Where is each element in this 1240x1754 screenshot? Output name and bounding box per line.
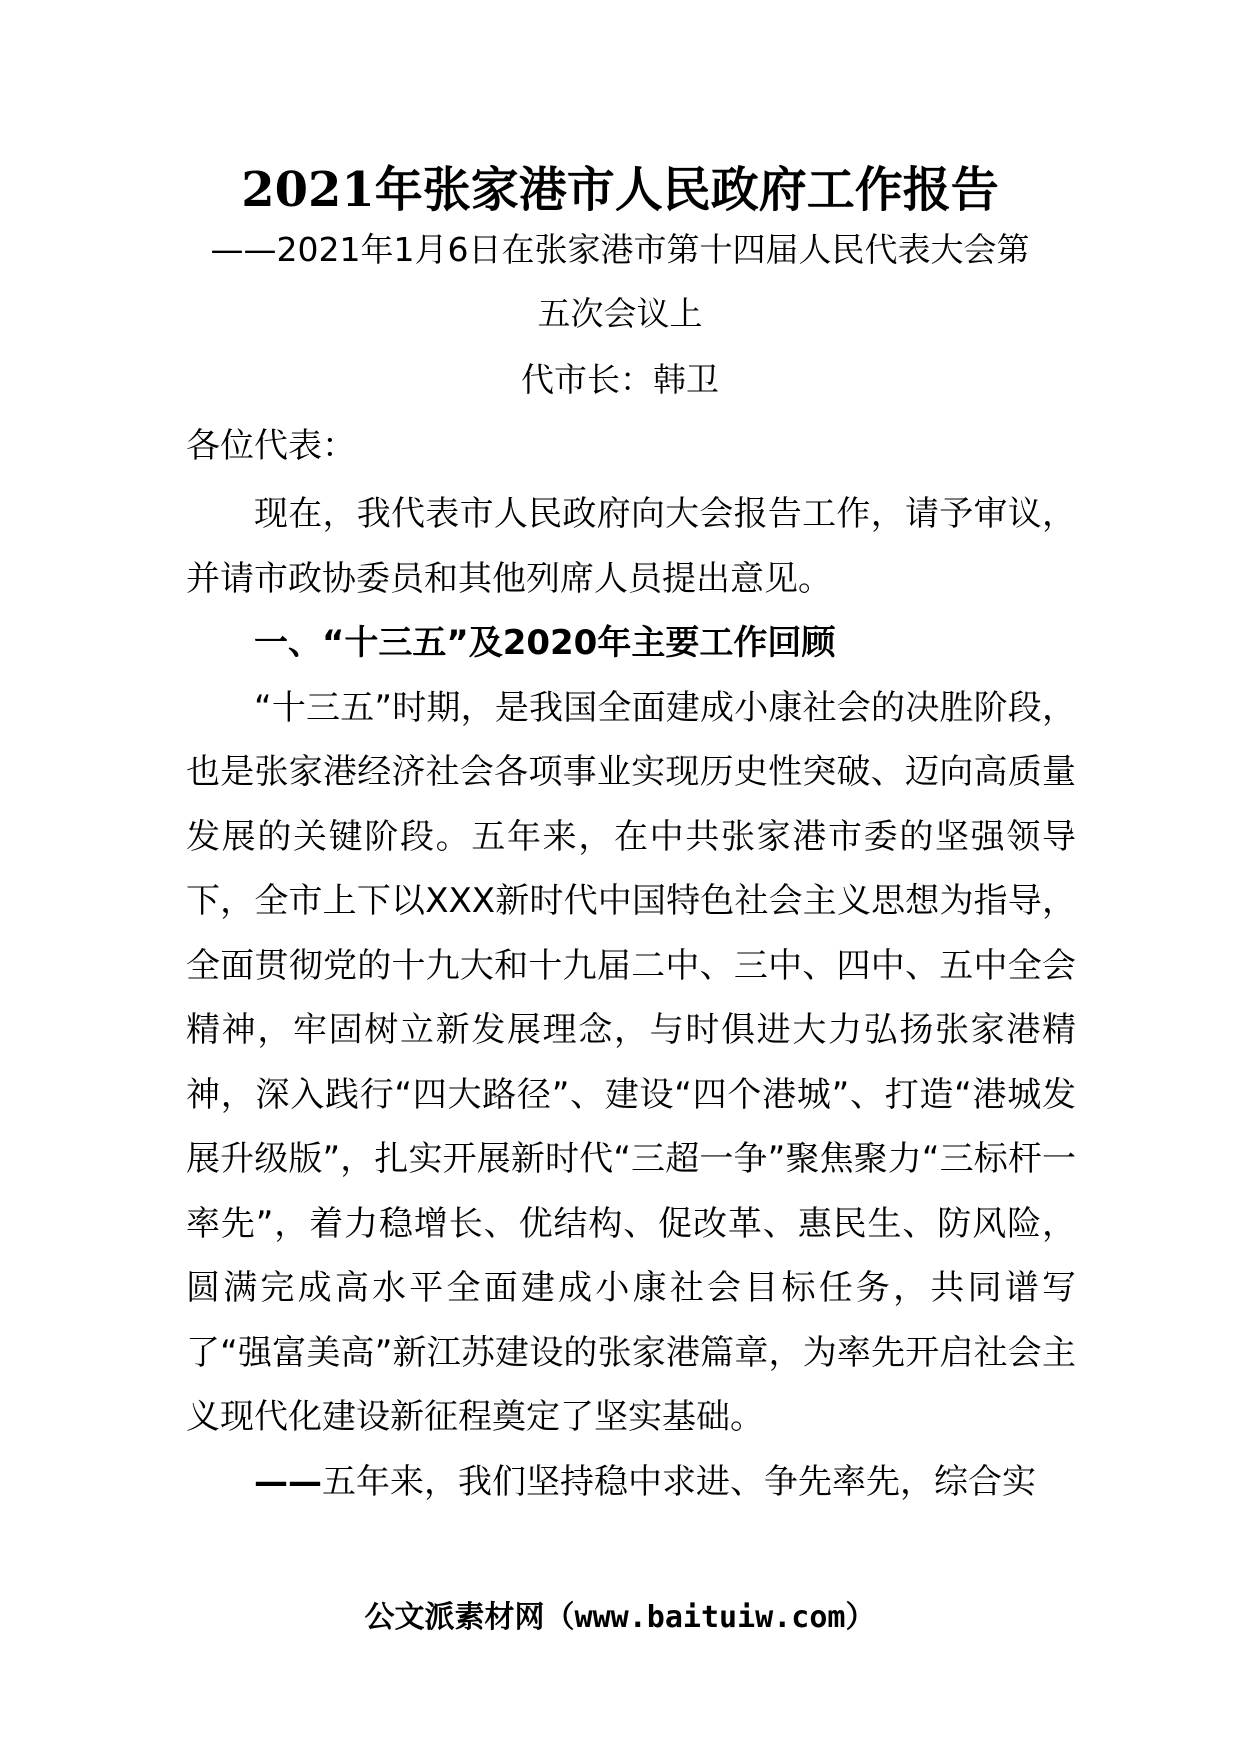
footer-label: 公文派素材网（ xyxy=(364,1600,575,1635)
report-body xyxy=(186,482,1076,1514)
document-title: 2021年张家港市人民政府工作报告 xyxy=(241,162,999,218)
footer-close: ） xyxy=(845,1600,876,1635)
author-line: 代市长：韩卫 xyxy=(521,360,719,399)
achievement-text: 五年来，我们坚持稳中求进、争先率先，综合实 xyxy=(322,1461,1036,1502)
footer-url[interactable]: www.baituiw.com xyxy=(574,1600,846,1635)
subtitle-line-1: ——2021年1月6日在张家港市第十四届人民代表大会第 xyxy=(210,230,1030,269)
em-dash: —— xyxy=(254,1461,322,1502)
achievement-paragraph xyxy=(186,1450,1076,1515)
review-paragraph: “十三五”时期，是我国全面建成小康社会的决胜阶段，也是张家港经济社会各项事业实现历史性突破、迈向高质量发展的关键阶段。五年来，在中共张家港市委的坚强领导下，全市上下以XXX新时代中国特色社会主义思想为指导，全面贯彻党的十九大和十九届二中、三中、四中、五中全会精神，牢固树立新发展理念，与时俱进大力弘扬张家港精神，深入践行“四大路径”、建设“四个港城”、打造“港城发展升级版”，扎实开展新时代“三超一争”聚焦聚力“三标杆一率先”，着力稳增长、优结构、促改革、惠民生、防风险，圆满完成高水平全面建成小康社会目标任务，共同谱写了“强富美高”新江苏建设的张家港篇章，为率先开启社会主义现代化建设新征程奠定了坚实基础。 xyxy=(186,687,1076,1437)
salutation: 各位代表： xyxy=(186,426,356,466)
section-heading: 一、“十三五”及2020年主要工作回顾 xyxy=(254,623,836,663)
intro-paragraph: 现在，我代表市人民政府向大会报告工作，请予审议，并请市政协委员和其他列席人员提出意见。 xyxy=(186,494,1076,599)
footer-watermark xyxy=(0,1598,1240,1638)
subtitle-line-2: 五次会议上 xyxy=(537,294,703,333)
